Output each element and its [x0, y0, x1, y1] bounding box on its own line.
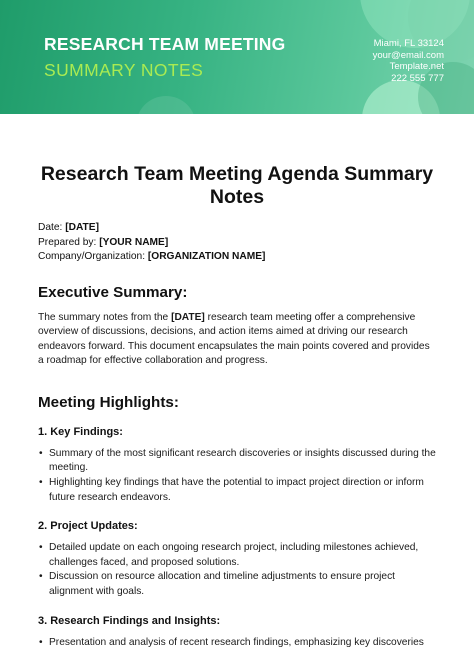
list-item: • Presentation and analysis of recent research findings, emphasizing key discoveries — [49, 636, 436, 651]
contact-info — [373, 38, 444, 84]
subsection-heading: 2. Project Updates: — [38, 520, 138, 533]
list-item: • Discussion on resource allocation and timeline adjustments to ensure project alignment with goals. — [49, 570, 436, 599]
list-item: • Detailed update on each ongoing research project, including milestones achieved, challenges faced, and proposed solutions. — [49, 541, 436, 570]
section-heading: Meeting Highlights: — [38, 393, 179, 411]
contact-phone: 222 555 777 — [391, 72, 444, 84]
executive-summary-section — [38, 284, 436, 369]
executive-summary-text — [38, 311, 436, 369]
contact-website[interactable]: Template.net — [389, 61, 444, 73]
subsection-project-updates — [38, 520, 436, 599]
summary-text-start: The summary notes from the — [38, 311, 172, 323]
section-heading: Executive Summary: — [38, 283, 188, 301]
meta-date — [38, 221, 436, 236]
bullet-list — [38, 541, 436, 599]
document-body — [38, 163, 436, 650]
meta-prepared-by — [38, 236, 436, 251]
meta-label: Prepared by: — [38, 236, 97, 248]
header-banner — [0, 0, 474, 114]
meta-label: Company/Organization: — [38, 251, 146, 262]
document-meta — [38, 221, 436, 265]
summary-text-rest: research team meeting offer a comprehensive overview of discussions, decisions, and action items aimed at driving our research endeavors forward. This document encapsulates the main points covered and provides a roadmap for effective collaboration and progress. — [38, 311, 430, 367]
contact-email[interactable]: your@email.com — [372, 49, 444, 61]
bullet-list — [38, 447, 436, 505]
banner-title: RESEARCH TEAM MEETING — [44, 34, 286, 54]
subsection-key-findings — [38, 426, 436, 505]
meta-organization — [38, 250, 436, 265]
bullet-list — [38, 636, 436, 651]
banner-subtitle: SUMMARY NOTES — [44, 60, 204, 80]
decorative-circle — [136, 96, 196, 114]
meta-value: [ORGANIZATION NAME] — [147, 251, 266, 262]
contact-address: Miami, FL 33124 — [373, 38, 444, 49]
list-item: • Summary of the most significant research discoveries or insights discussed during the meeting. — [49, 447, 436, 476]
subsection-heading: 3. Research Findings and Insights: — [38, 614, 221, 627]
meta-label: Date: — [38, 222, 63, 233]
meta-value: [YOUR NAME] — [99, 236, 169, 248]
summary-date-placeholder: [DATE] — [171, 311, 205, 323]
meta-value: [DATE] — [65, 222, 99, 233]
meeting-highlights-section — [38, 394, 436, 650]
list-item: • Highlighting key findings that have the potential to impact project direction or inform future research endeavors. — [49, 476, 436, 505]
subsection-heading: 1. Key Findings: — [38, 425, 123, 438]
document-title: Research Team Meeting Agenda Summary Notes — [40, 163, 434, 208]
subsection-research-findings — [38, 615, 436, 651]
